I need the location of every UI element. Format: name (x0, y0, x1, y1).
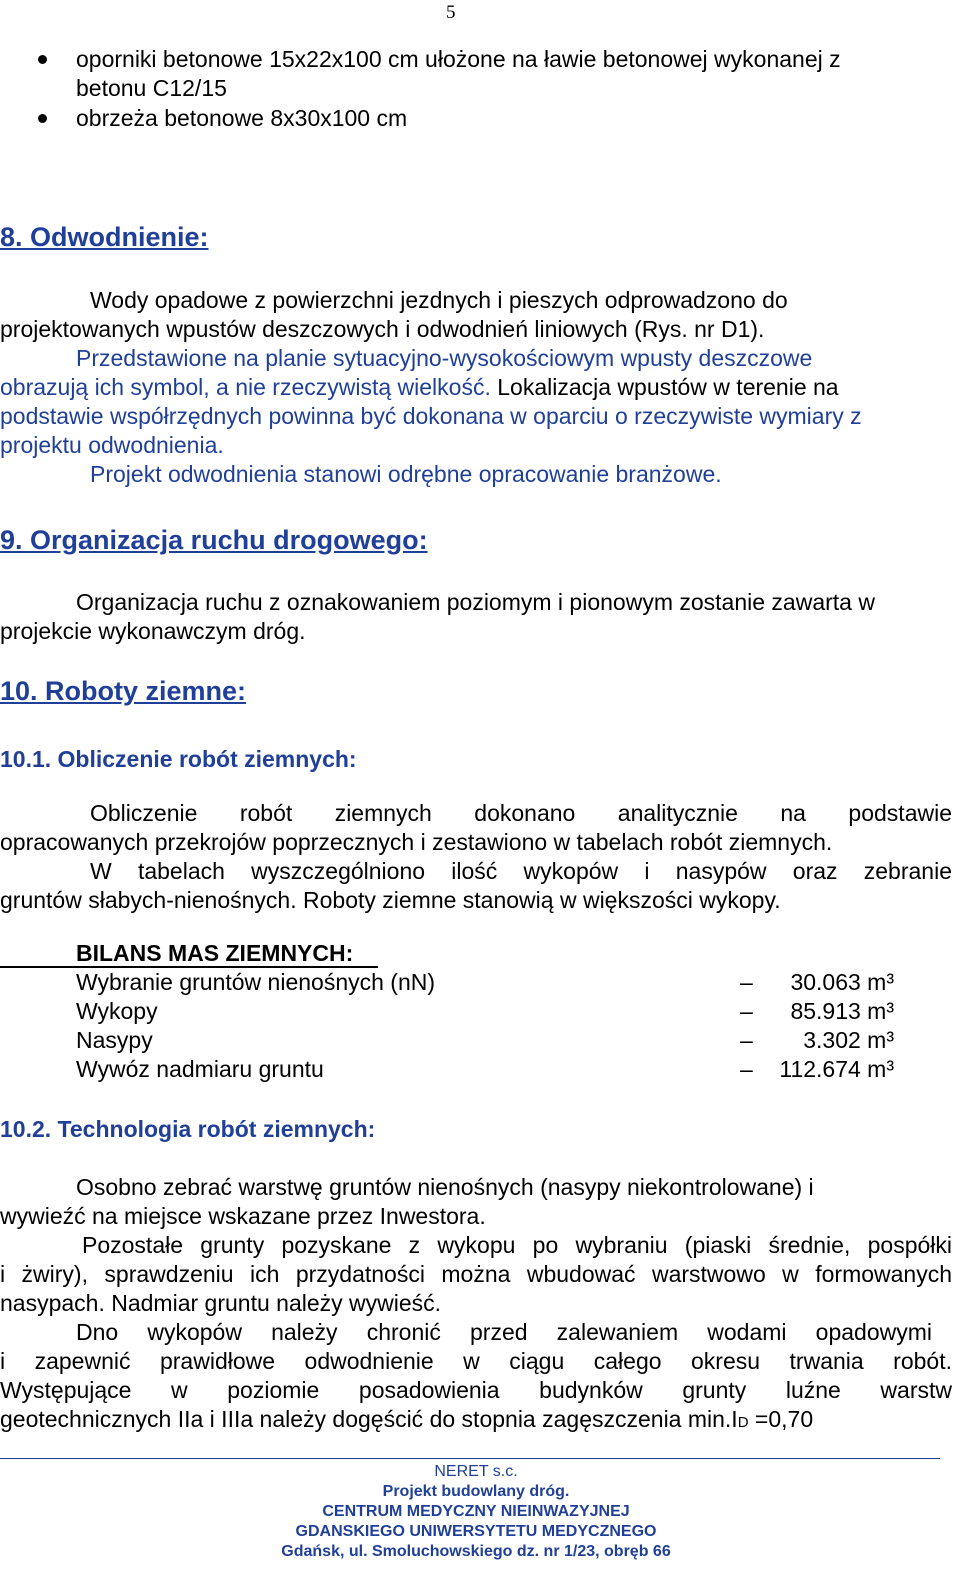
bullet-dot (38, 114, 47, 123)
bilans-value: 30.063 m³ (790, 969, 894, 995)
bilans-dash: – (740, 969, 753, 995)
paragraph-text: Obliczenie robót ziemnych dokonano analitycznie na podstawie (90, 800, 952, 826)
paragraph-line: Wody opadowe z powierzchni jezdnych i pieszych odprowadzono do (90, 287, 788, 313)
bilans-label: Wybranie gruntów nienośnych (nN) (76, 969, 436, 995)
paragraph-line (0, 1347, 952, 1376)
bilans-value: 85.913 m³ (790, 998, 894, 1024)
paragraph-text: geotechnicznych IIa i IIIa należy dogęścić do stopnia zagęszczenia min.I (0, 1406, 738, 1432)
paragraph-line (0, 857, 952, 886)
footer-company: NERET s.c. (434, 1463, 518, 1480)
paragraph-text: Dno wykopów należy chronić przed zalewaniem wodami opadowymi (76, 1319, 932, 1345)
paragraph-line: Osobno zebrać warstwę gruntów nienośnych (nasypy niekontrolowane) i (76, 1174, 814, 1200)
paragraph-line: obrazują ich symbol, a nie rzeczywistą wielkość. Lokalizacja wpustów w terenie na (0, 374, 839, 400)
bullet-item-line: oporniki betonowe 15x22x100 cm ułożone na ławie betonowej wykonanej z (76, 46, 841, 72)
bullet-item-line: betonu C12/15 (76, 75, 227, 101)
subsection-heading: 10.2. Technologia robót ziemnych: (0, 1116, 376, 1142)
subscript-text: D (737, 1414, 749, 1431)
footer-divider (0, 1458, 940, 1459)
paragraph-line: wywieźć na miejsce wskazane przez Inwestora. (0, 1203, 486, 1229)
bilans-value: 112.674 m³ (779, 1056, 894, 1082)
paragraph-text: Pozostałe grunty pozyskane z wykopu po wybraniu (piaski średnie, pospółki (82, 1232, 952, 1258)
paragraph-text: Występujące w poziomie posadowienia budynków grunty luźne warstw (0, 1377, 952, 1403)
paragraph-line (0, 799, 952, 828)
page-number: 5 (446, 2, 456, 23)
paragraph-line: nasypach. Nadmiar gruntu należy wywieść. (0, 1290, 442, 1316)
bilans-title: BILANS MAS ZIEMNYCH: (76, 940, 354, 966)
paragraph-text: i zapewnić prawidłowe odwodnienie w ciągu całego okresu trwania robót. (0, 1348, 952, 1374)
bilans-dash: – (740, 998, 753, 1024)
paragraph-line: Przedstawione na planie sytuacyjno-wysokościowym wpusty deszczowe (76, 345, 813, 371)
paragraph-line (0, 1231, 952, 1260)
paragraph-fragment: obrazują ich symbol, a nie rzeczywistą wielkość. (0, 374, 491, 400)
bilans-label: Wywóz nadmiaru gruntu (76, 1056, 324, 1082)
paragraph-line (0, 1376, 952, 1405)
bullet-dot (38, 55, 47, 64)
section-heading: 9. Organizacja ruchu drogowego: (0, 525, 428, 555)
footer-address: Gdańsk, ul. Smoluchowskiego dz. nr 1/23, obręb 66 (281, 1543, 671, 1560)
section-heading: 10. Roboty ziemne: (0, 676, 247, 706)
paragraph-line (0, 1405, 813, 1437)
paragraph-line: Organizacja ruchu z oznakowaniem poziomym i pionowym zostanie zawarta w (76, 589, 875, 615)
paragraph-text: i żwiry), sprawdzeniu ich przydatności można wbudować warstwowo w formowanych (0, 1261, 952, 1287)
paragraph-line: projektowanych wpustów deszczowych i odwodnień liniowych (Rys. nr D1). (0, 316, 765, 342)
bullet-item-line: obrzeża betonowe 8x30x100 cm (76, 105, 408, 131)
footer-client-line: CENTRUM MEDYCZNY NIEINWAZYJNEJ (322, 1503, 630, 1520)
paragraph-line: opracowanych przekrojów poprzecznych i zestawiono w tabelach robót ziemnych. (0, 829, 833, 855)
paragraph-text: W tabelach wyszczególniono ilość wykopów i nasypów oraz zebranie (90, 858, 952, 884)
paragraph-line (0, 1260, 952, 1289)
bilans-value: 3.302 m³ (803, 1027, 894, 1053)
footer-client-line: GDANSKIEGO UNIWERSYTETU MEDYCZNEGO (295, 1523, 657, 1540)
bilans-label: Wykopy (76, 998, 158, 1024)
footer-project: Projekt budowlany dróg. (382, 1483, 570, 1500)
section-heading: 8. Odwodnienie: (0, 222, 209, 252)
bilans-underline (0, 966, 378, 968)
paragraph-line: Projekt odwodnienia stanowi odrębne opracowanie branżowe. (90, 461, 722, 487)
paragraph-line: podstawie współrzędnych powinna być dokonana w oparciu o rzeczywiste wymiary z (0, 403, 862, 429)
paragraph-line (0, 1318, 932, 1347)
bilans-dash: – (740, 1027, 753, 1053)
paragraph-line: gruntów słabych-nienośnych. Roboty ziemne stanowią w większości wykopy. (0, 887, 781, 913)
paragraph-text: =0,70 (748, 1406, 814, 1432)
paragraph-line: projektu odwodnienia. (0, 432, 224, 458)
subsection-heading: 10.1. Obliczenie robót ziemnych: (0, 746, 357, 772)
bilans-label: Nasypy (76, 1027, 153, 1053)
bilans-dash: – (740, 1056, 753, 1082)
paragraph-line: projekcie wykonawczym dróg. (0, 618, 306, 644)
